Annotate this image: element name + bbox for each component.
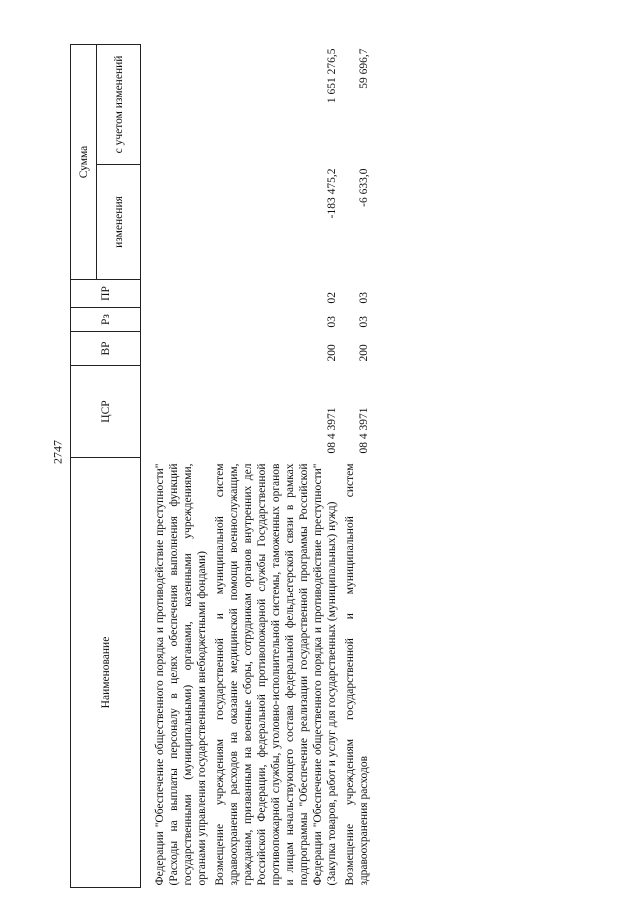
row-changes: [151, 165, 211, 280]
header-pr: ПР: [71, 280, 141, 308]
header-sum: Сумма: [71, 44, 97, 279]
row-rz: 03: [326, 316, 338, 328]
header-rz: Рз: [71, 308, 141, 332]
row-name: Возмещение учреждениям государственной и муниципальной систем здравоохранения расходов на оказание медицинской помощи военнослужащим, гражданам, призванным на военные сборы, сотрудникам органов внутренних дел Российской Федерации, федеральной противопожарной службы Государственной противопожарной службы, уголовно-исполнительной системы, таможенных органов и лицам начальствующего состава федеральной фельдъегерской связи в рамках подпрограммы "Обеспечение реализации государственной программы Российской Федерации "Обеспечение общественного порядка и противодействие преступности" (Закупка товаров, работ и услуг для государственных (муниципальных) нужд): [214, 463, 338, 886]
table-row: [211, 44, 341, 887]
row-with-changes: [151, 44, 211, 164]
row-vr: 200: [358, 344, 370, 362]
row-csr: [151, 366, 211, 458]
rotated-page-content: [70, 45, 580, 888]
header-vr: ВР: [71, 332, 141, 366]
row-csr: 08 4 3971: [326, 407, 338, 454]
row-rz: 03: [358, 316, 370, 328]
row-name: Федерации "Обеспечение общественного порядка и противодействие преступности" (Расходы на выплаты персоналу в целях обеспечения выполнения функций государственными (муниципальными) органами, казенными учреждениями, органами управления государственными внебюджетными фондами): [154, 463, 208, 886]
header-changes: изменения: [97, 165, 141, 280]
row-name: Возмещение учреждениям государственной и муниципальной систем здравоохранения расходов: [344, 463, 370, 886]
row-changes: -6 633,0: [358, 168, 370, 207]
row-changes: -183 475,2: [326, 168, 338, 219]
row-with-changes: 1 651 276,5: [326, 48, 338, 104]
row-with-changes: 59 696,7: [358, 48, 370, 89]
budget-table: [70, 44, 373, 888]
header-csr: ЦСР: [71, 366, 141, 458]
row-rz: [151, 308, 211, 332]
row-csr: 08 4 3971: [358, 407, 370, 454]
header-name: Наименование: [71, 458, 141, 888]
table-row: [151, 44, 211, 887]
row-vr: [151, 332, 211, 366]
row-pr: 02: [326, 292, 338, 304]
row-vr: 200: [326, 344, 338, 362]
row-pr: 03: [358, 292, 370, 304]
table-row: [341, 44, 373, 887]
header-with-changes: с учетом изменений: [97, 44, 141, 164]
page-number: 2747: [50, 440, 65, 464]
row-pr: [151, 280, 211, 308]
